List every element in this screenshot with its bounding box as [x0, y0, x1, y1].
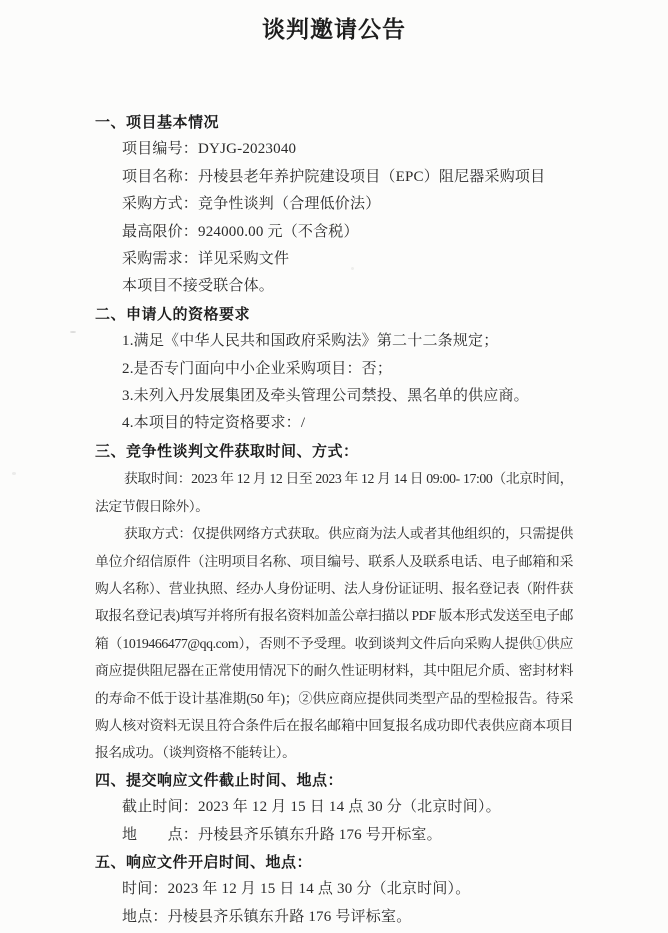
section-document-acquisition [95, 438, 573, 767]
max-price-line: 最高限价：924000.00 元（不含税） [122, 223, 359, 240]
project-number-line: 项目编号：DYJG-2023040 [122, 141, 297, 158]
procurement-method-line: 采购方式：竞争性谈判（合理低价法） [122, 196, 381, 213]
document-title: 谈判邀请公告 [262, 17, 406, 42]
scan-speck [70, 331, 76, 333]
section-applicant-qualifications [95, 301, 573, 438]
deadline-time-line: 截止时间：2023 年 12 月 15 日 14 点 30 分（北京时间）。 [122, 799, 501, 816]
procurement-requirement-line: 采购需求：详见采购文件 [122, 251, 290, 268]
deadline-location-line: 地 点：丹棱县齐乐镇东升路 176 号开标室。 [122, 826, 442, 843]
section-project-basic-info [95, 109, 573, 301]
section3-heading: 三、竞争性谈判文件获取时间、方式： [95, 442, 359, 460]
acquisition-time-paragraph: 获取时间：2023 年 12 月 12 日至 2023 年 12 月 14 日 09:00- 17:00（北京时间，法定节假日除外）。 [95, 471, 573, 514]
qualification-item-3: 3.未列入丹发展集团及牵头管理公司禁投、黑名单的供应商。 [122, 388, 529, 405]
section4-heading: 四、提交响应文件截止时间、地点： [95, 771, 344, 789]
qualification-item-2: 2.是否专门面向中小企业采购项目：否； [122, 360, 393, 377]
qualification-item-4: 4.本项目的特定资格要求：/ [122, 415, 306, 432]
project-name-line: 项目名称：丹棱县老年养护院建设项目（EPC）阻尼器采购项目 [122, 168, 546, 185]
opening-time-line: 时间：2023 年 12 月 15 日 14 点 30 分（北京时间）。 [122, 881, 471, 898]
section-response-deadline [95, 767, 573, 849]
opening-location-line: 地点：丹棱县齐乐镇东升路 176 号评标室。 [122, 908, 412, 925]
section-response-opening [95, 849, 573, 931]
section2-heading: 二、申请人的资格要求 [95, 305, 251, 323]
document-body [95, 0, 573, 931]
consortium-note-line: 本项目不接受联合体。 [122, 278, 275, 295]
acquisition-method-paragraph: 获取方式：仅提供网络方式获取。供应商为法人或者其他组织的，只需提供单位介绍信原件（注明项目名称、项目编号、联系人及联系电话、电子邮箱和采购人名称）、营业执照、经办人身份证明、法人身份证证明、报名登记表（附件获取报名登记表)填写并将所有报名资料加盖公章扫描以 PDF 版本形式发送至电子邮箱（1019466477@qq.com），否则不予受理。收到谈判文件后向采购人提供①供应商应提供阻尼器在正常使用情况下的耐久性证明材料，其中阻尼介质、密封材料的寿命不低于设计基准期(50 年)；②供应商应提供同类型产品的型检报告。待采购人核对资料无误且符合条件后在报名邮箱中回复报名成功即代表供应商本项目报名成功。（谈判资格不能转让）。 [95, 526, 573, 761]
section1-heading: 一、项目基本情况 [95, 114, 220, 131]
section5-heading: 五、响应文件开启时间、地点： [95, 853, 313, 871]
qualification-item-1: 1.满足《中华人民共和国政府采购法》第二十二条规定； [122, 333, 499, 350]
scan-speck [12, 472, 16, 475]
